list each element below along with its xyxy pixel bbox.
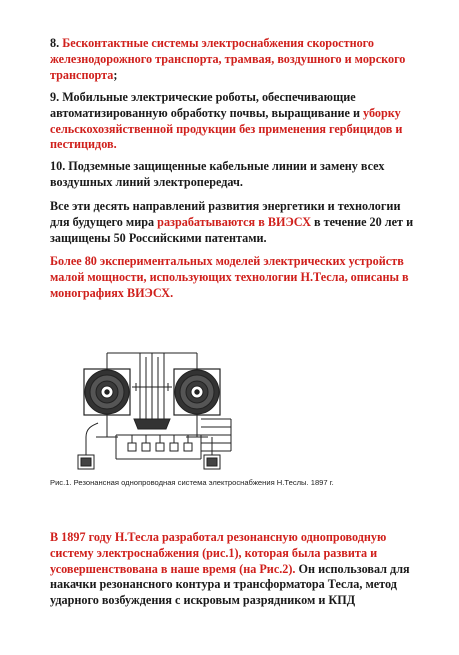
right-generator bbox=[204, 437, 220, 469]
summary-text-2: в течение 20 лет и защищены 50 Российскими патентами. bbox=[50, 214, 414, 245]
paragraph-item-9 bbox=[50, 90, 415, 153]
left-generator bbox=[78, 423, 98, 469]
lamp-rack bbox=[116, 435, 201, 459]
paragraph-tesla bbox=[50, 530, 415, 609]
paragraph-item-8 bbox=[50, 36, 415, 83]
paragraph-item-10 bbox=[50, 159, 415, 191]
tesla-text-dark: Он использовал для накачки резонансного контура и трансформатора Тесла, метод ударного возбуждения с искровым разрядником и КПД bbox=[50, 561, 410, 608]
models-text: Более 80 экспериментальных моделей электрических устройств малой мощности, использующих технологии Н.Тесла, описаны в монографиях ВИЭСХ. bbox=[50, 254, 409, 300]
right-ladder bbox=[201, 419, 231, 451]
item-9-text-dark: 9. Мобильные электрические роботы, обеспечивающие автоматизированную обработку почвы, выращивание и bbox=[50, 90, 360, 120]
item-8-number: 8. bbox=[50, 36, 60, 50]
center-apparatus bbox=[132, 353, 172, 429]
paragraph-models bbox=[50, 254, 415, 301]
tesla-system-figure bbox=[76, 347, 346, 472]
paragraph-summary bbox=[50, 199, 415, 246]
figure-caption: Рис.1. Резонансная однопроводная система электроснабжения Н.Теслы. 1897 г. bbox=[50, 478, 334, 487]
item-10-text: 10. Подземные защищенные кабельные линии и замену всех воздушных линий электропередач. bbox=[50, 159, 385, 189]
tesla-text-red: В 1897 году Н.Тесла разработал резонансную однопроводную систему электроснабжения (рис.1), которая была развита и усовершенствована в наше время (на Рис.2). bbox=[50, 530, 387, 576]
summary-text-1: Все эти десять направлений развития энергетики и технологии для будущего мира bbox=[50, 199, 401, 229]
item-8-suffix: ; bbox=[113, 67, 118, 82]
summary-text-red: разрабатываются в ВИЭСХ bbox=[157, 214, 311, 229]
item-8-text: Бесконтактные системы электроснабжения скоростного железнодорожного транспорта, трамвая, воздушного и морского транспорта bbox=[50, 36, 406, 82]
item-9-text-red: уборку сельскохозяйственной продукции без применения гербицидов и пестицидов. bbox=[50, 105, 403, 152]
